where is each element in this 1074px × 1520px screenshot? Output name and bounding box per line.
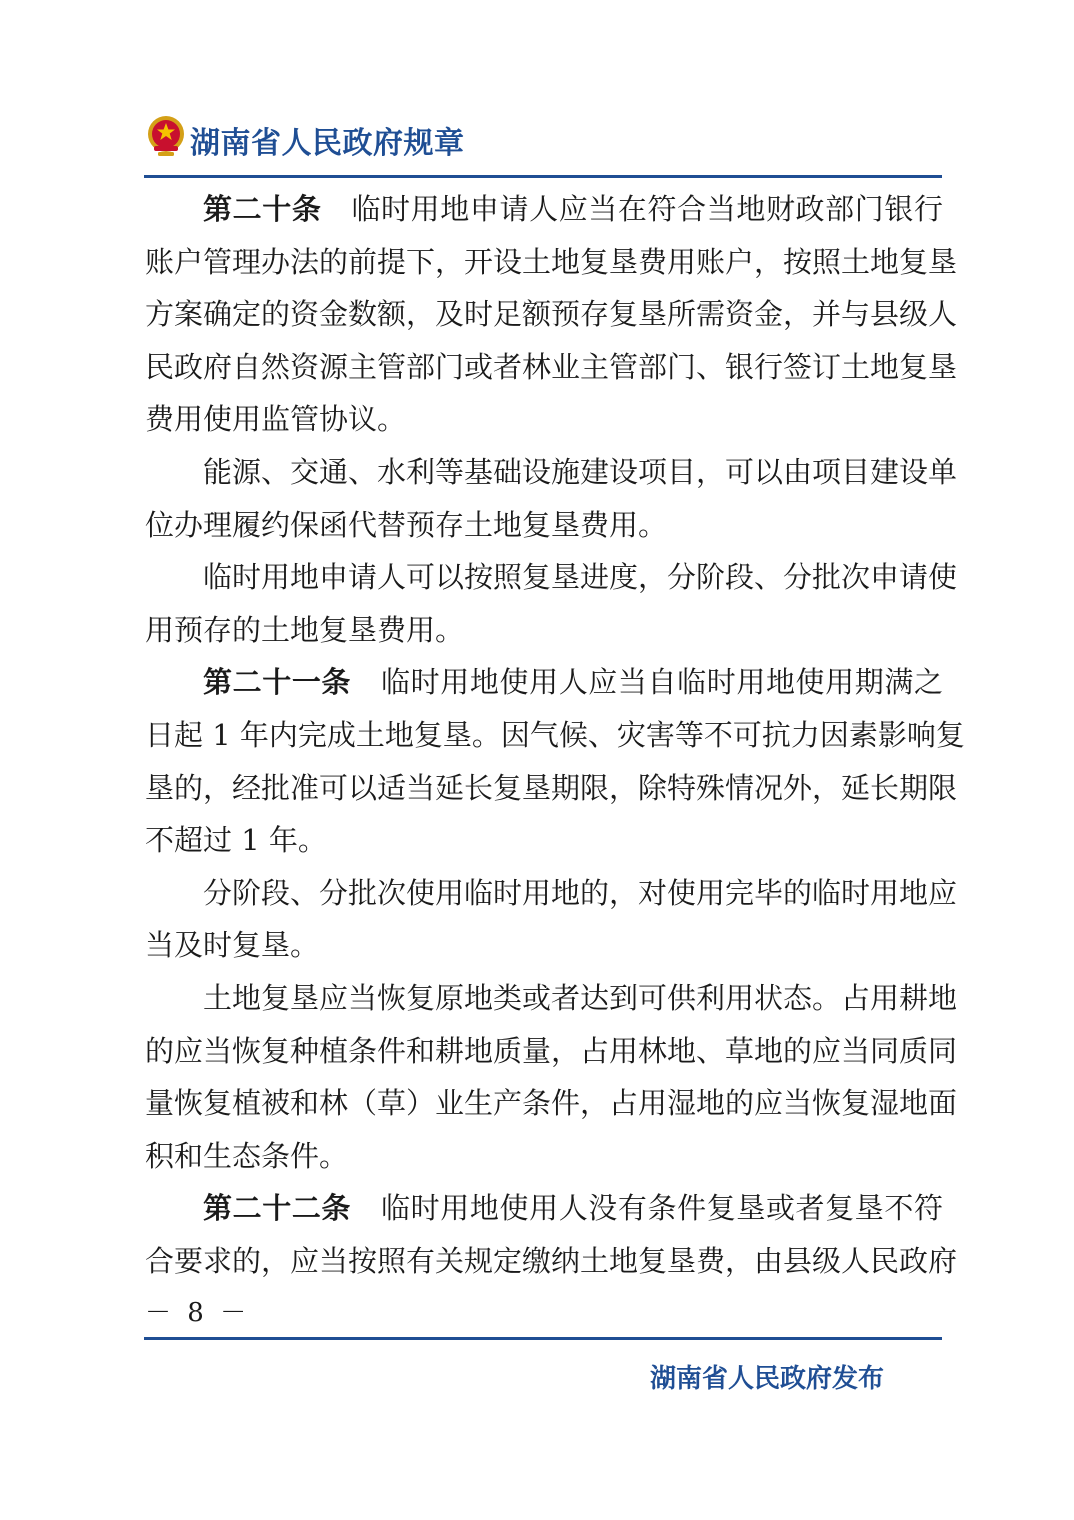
paragraph-line: 费用使用监管协议。 [145,402,407,437]
paragraph-line: 量恢复植被和林（草）业生产条件，占用湿地的应当恢复湿地面 [145,1086,958,1121]
article-label: 第二十一条 [203,665,352,700]
publisher-label: 湖南省人民政府发布 [650,1364,885,1394]
paragraph-line: 第二十二条 临时用地使用人没有条件复垦或者复垦不符 [203,1191,943,1226]
national-emblem-icon [146,114,186,158]
header-rule [144,175,942,178]
paragraph-line: 当及时复垦。 [145,928,320,963]
paragraph-line: 积和生态条件。 [145,1138,349,1173]
paragraph-line: 合要求的，应当按照有关规定缴纳土地复垦费，由县级人民政府 [145,1243,958,1278]
document-body [145,183,965,1287]
page-header [146,112,946,164]
page-number: － 8 － [145,1298,251,1328]
paragraph-line: 用预存的土地复垦费用。 [145,612,465,647]
paragraph-line: 临时用地申请人可以按照复垦进度，分阶段、分批次申请使 [203,560,958,595]
paragraph-line: 第二十条 临时用地申请人应当在符合当地财政部门银行 [203,192,943,226]
header-title: 湖南省人民政府规章 [190,126,465,161]
paragraph-line: 账户管理办法的前提下，开设土地复垦费用账户，按照土地复垦 [145,244,958,279]
paragraph-line: 民政府自然资源主管部门或者林业主管部门、银行签订土地复垦 [145,349,958,384]
article-label: 第二十二条 [203,1191,352,1226]
paragraph-line: 方案确定的资金数额，及时足额预存复垦所需资金，并与县级人 [145,297,958,332]
paragraph-line: 垦的，经批准可以适当延长复垦期限，除特殊情况外，延长期限 [145,770,958,805]
paragraph-line: 的应当恢复种植条件和耕地质量，占用林地、草地的应当同质同 [145,1033,958,1068]
paragraph-line: 不超过 1 年。 [145,823,327,858]
paragraph-line: 土地复垦应当恢复原地类或者达到可供利用状态。占用耕地 [203,980,958,1015]
paragraph-line: 能源、交通、水利等基础设施建设项目，可以由项目建设单 [203,454,958,489]
footer-rule [144,1337,942,1340]
paragraph-line: 位办理履约保函代替预存土地复垦费用。 [145,507,668,542]
paragraph-line: 日起 1 年内完成土地复垦。因气候、灾害等不可抗力因素影响复 [145,717,965,752]
article-label: 第二十条 [203,192,322,226]
paragraph-line: 第二十一条 临时用地使用人应当自临时用地使用期满之 [203,665,943,700]
paragraph-line: 分阶段、分批次使用临时用地的，对使用完毕的临时用地应 [203,875,958,910]
